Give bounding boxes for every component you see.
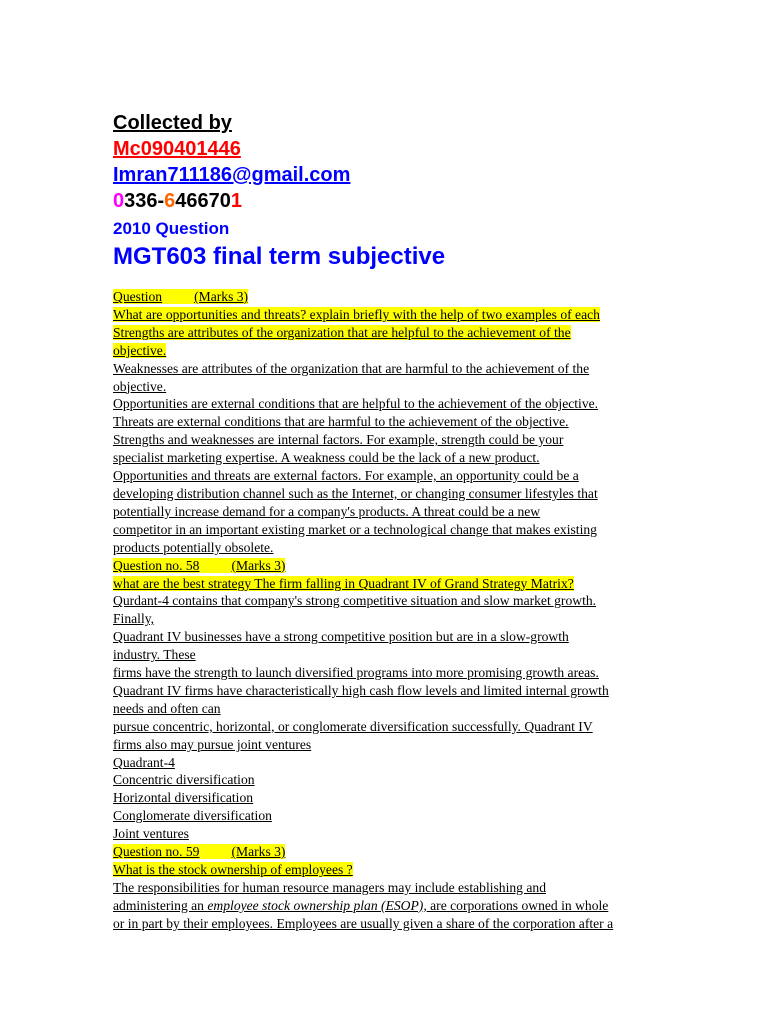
student-id: Mc090401446 — [113, 138, 241, 160]
answer-line: Conglomerate diversification — [113, 808, 272, 824]
answer-line: administering an employee stock ownership plan (ESOP), are corporations owned in whole — [113, 897, 609, 913]
answer-line: firms also may pursue joint ventures — [113, 736, 312, 752]
answer-line: specialist marketing expertise. A weakness could be the lack of a new product. — [113, 450, 540, 466]
question-text: What are opportunities and threats? explain briefly with the help of two examples of each — [113, 306, 600, 322]
year-question: 2010 Question — [113, 219, 230, 238]
phone-part: 336- — [124, 190, 165, 212]
question-heading — [113, 843, 658, 861]
answer-line: developing distribution channel such as the Internet, or changing consumer lifestyles that — [113, 485, 598, 501]
answer-highlight — [113, 324, 658, 360]
answer-line: pursue concentric, horizontal, or conglomerate diversification successfully. Quadrant IV — [113, 718, 593, 734]
question-marks: (Marks 3) — [231, 557, 286, 573]
answer-line: Opportunities and threats are external factors. For example, an opportunity could be a — [113, 468, 579, 484]
answer-line: Horizontal diversification — [113, 790, 254, 806]
email-link[interactable]: Imran711186@gmail.com — [113, 164, 351, 186]
answer-line: industry. These — [113, 647, 196, 663]
answer-line: Quadrant IV firms have characteristically high cash flow levels and limited internal growth — [113, 682, 609, 698]
answer-line: potentially increase demand for a company's products. A threat could be a new — [113, 503, 541, 519]
question-label: Question no. 59 — [113, 844, 200, 860]
question-label: Question — [113, 289, 163, 304]
answer-line: Threats are external conditions that are harmful to the achievement of the objective. — [113, 414, 569, 430]
answer-line: Strengths are attributes of the organization that are helpful to the achievement of the — [113, 324, 571, 340]
answer-line: Concentric diversification — [113, 772, 255, 788]
phone-part: 1 — [230, 190, 243, 212]
answer-line: or in part by their employees. Employees are usually given a share of the corporation after a — [113, 915, 614, 931]
answer-line: objective. — [113, 378, 167, 394]
answer-line: Strengths and weaknesses are internal factors. For example, strength could be your — [113, 432, 564, 448]
answer-text — [113, 592, 658, 843]
question-marks: (Marks 3) — [194, 289, 249, 304]
answer-line: Joint ventures — [113, 826, 189, 842]
answer-text — [113, 360, 658, 557]
phone-part: 6 — [164, 190, 176, 212]
answer-line: Weaknesses are attributes of the organization that are harmful to the achievement of the — [113, 360, 590, 376]
document-header — [113, 110, 713, 272]
answer-line: Qurdant-4 contains that company's strong competitive situation and slow market growth. — [113, 593, 597, 609]
answer-line: The responsibilities for human resource managers may include establishing and — [113, 879, 546, 895]
answer-line: Quadrant-4 — [113, 754, 175, 770]
phone-part: 46670 — [175, 190, 231, 212]
answer-line: competitor in an important existing market or a technological change that makes existing — [113, 521, 597, 537]
question-label: Question no. 58 — [113, 557, 200, 573]
question-marks: (Marks 3) — [231, 844, 286, 860]
answer-line: firms have the strength to launch diversified programs into more promising growth areas. — [113, 665, 599, 681]
answer-line: Finally, — [113, 611, 155, 627]
phone-number — [113, 188, 713, 214]
question-heading — [113, 288, 658, 306]
answer-line: Opportunities are external conditions that are helpful to the achievement of the objective. — [113, 396, 599, 412]
answer-line: objective. — [113, 342, 167, 358]
collected-by-label: Collected by — [113, 112, 232, 134]
answer-line: needs and often can — [113, 700, 221, 716]
document-title: MGT603 final term subjective — [113, 243, 446, 270]
answer-line: Quadrant IV businesses have a strong competitive position but are in a slow-growth — [113, 629, 569, 645]
question-text: what are the best strategy The firm falling in Quadrant IV of Grand Strategy Matrix? — [113, 575, 574, 591]
answer-line: products potentially obsolete. — [113, 539, 274, 555]
question-text: What is the stock ownership of employees ? — [113, 862, 353, 877]
question-heading — [113, 557, 658, 575]
document-body — [113, 288, 658, 933]
phone-part: 0 — [113, 190, 125, 212]
